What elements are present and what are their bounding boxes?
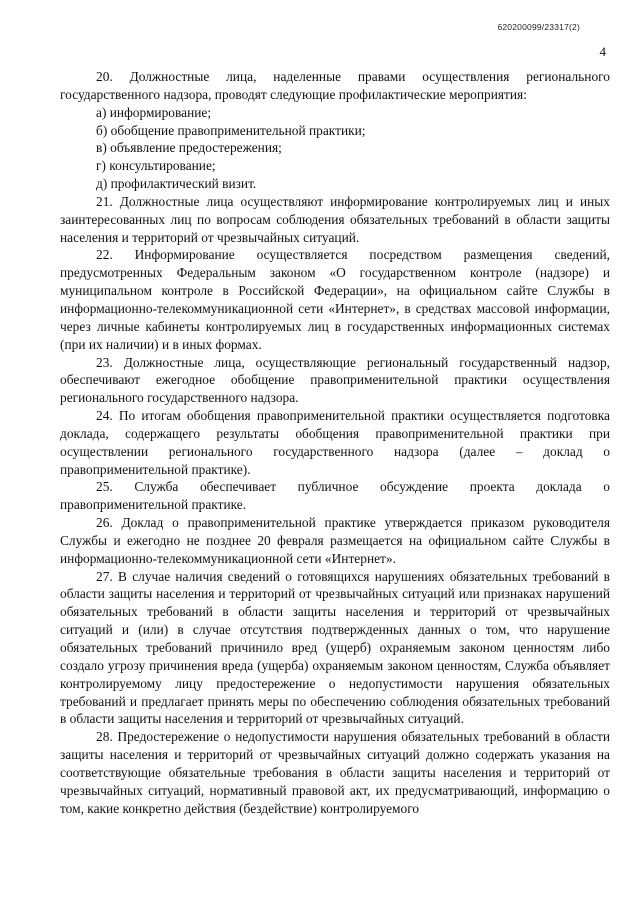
list-item-d: д) профилактический визит. [96,176,257,192]
paragraph-25: 25. Служба обеспечивает публичное обсуждение проекта доклада о правоприменительной практике. [60,479,610,513]
paragraph-20: 20. Должностные лица, наделенные правами осуществления регионального государственного надзора, проводят следующие профилактические мероприятия: [60,69,610,102]
paragraph-23: 23. Должностные лица, осуществляющие региональный государственный надзор, обеспечивают ежегодное обобщение правоприменительной практики осуществления регионального государственного надзора. [60,354,610,406]
paragraph-24: 24. По итогам обобщения правоприменительной практики осуществляется подготовка доклада, содержащего результаты обобщения правоприменительной практики при осуществлении регионального государственного надзора (далее – доклад о правоприменительной практике). [60,408,610,477]
document-body [60,68,610,817]
page-number: 4 [599,44,606,59]
list-item-g: г) консультирование; [96,158,216,174]
paragraph-28: 28. Предостережение о недопустимости нарушения обязательных требований в области защиты населения и территорий от чрезвычайных ситуаций должно содержать указания на соответствующие обязательные требования в области защиты населения и территорий от чрезвычайных ситуаций, нормативный правовой акт, их предусматривающий, информацию о том, какие конкретно действия (бездействие) контролируемого [60,729,610,816]
paragraph-22: 22. Информирование осуществляется посредством размещения сведений, предусмотренных Федеральным законом «О государственном контроле (надзоре) и муниципальном контроле в Российской Федерации», на официальном сайте Службы в информационно-телекоммуникационной сети «Интернет», в средствах массовой информации, через личные кабинеты контролируемых лиц в государственных информационных системах (при их наличии) и в иных формах. [60,247,610,352]
list-item-v: в) объявление предостережения; [96,140,282,156]
paragraph-27: 27. В случае наличия сведений о готовящихся нарушениях обязательных требований в области защиты населения и территорий от чрезвычайных ситуаций или признаках нарушений обязательных требований в области защиты населения и территорий от чрезвычайных ситуаций и (или) в случае отсутствия подтвержденных данных о том, что нарушение обязательных требований причинило вред (ущерб) охраняемым законом ценностям либо создало угрозу причинения вреда (ущерба) охраняемым законом ценностям, Служба объявляет контролируемому лицу предостережение о недопустимости нарушения обязательных требований и предлагает принять меры по обеспечению соблюдения обязательных требований в области защиты населения и территорий от чрезвычайных ситуаций. [60,568,610,727]
list-item-b: б) обобщение правоприменительной практики; [96,122,366,138]
list-item-a: а) информирование; [96,104,212,120]
paragraph-26: 26. Доклад о правоприменительной практике утверждается приказом руководителя Службы и ежегодно не позднее 20 февраля размещается на официальном сайте Службы в информационно-телекоммуникационной сети «Интернет». [60,515,610,566]
document-code: 620200099/23317(2) [497,22,580,32]
paragraph-21: 21. Должностные лица осуществляют информирование контролируемых лиц и иных заинтересованных лиц по вопросам соблюдения обязательных требований в области защиты населения и территорий от чрезвычайных ситуаций. [60,193,610,245]
